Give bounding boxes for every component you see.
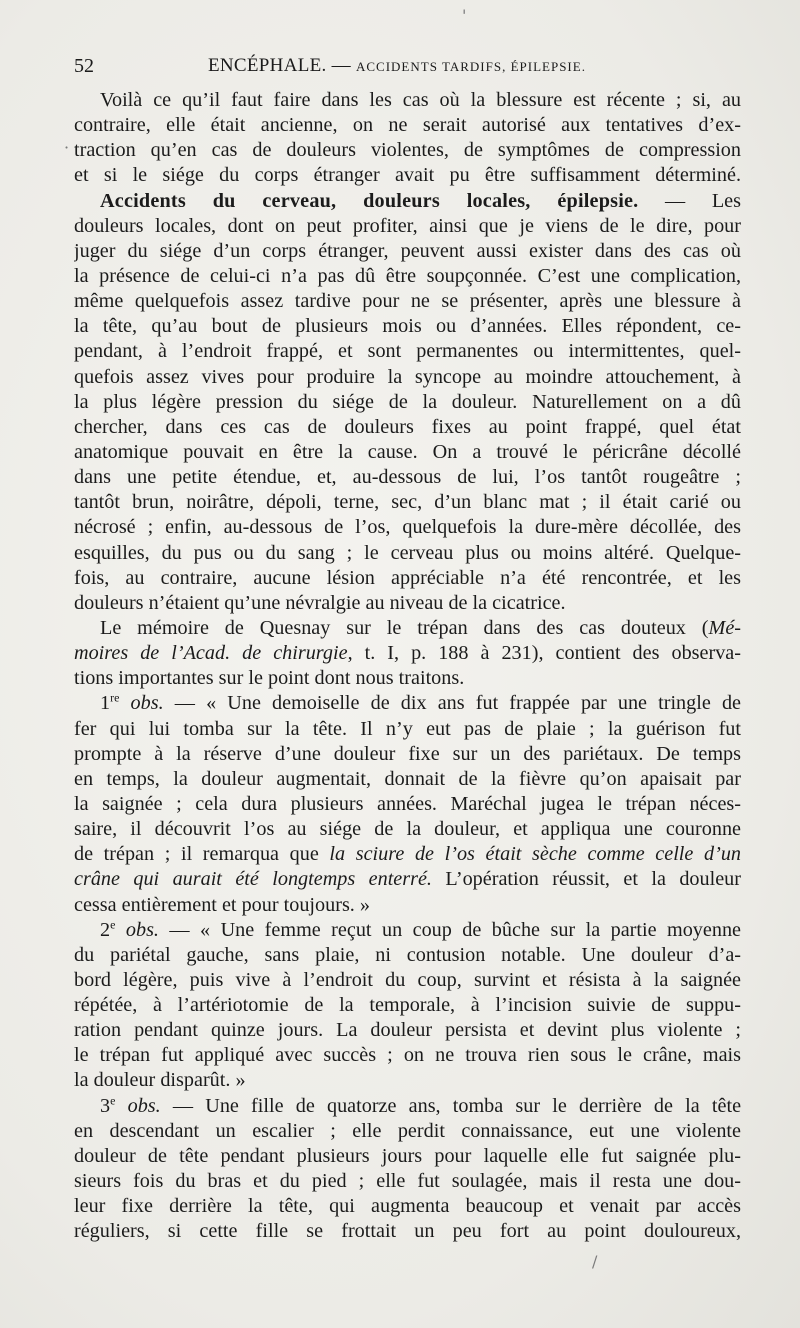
citation-title-end: moires de l’Acad. de chirurgie [74, 642, 348, 665]
text-line: en descendant un escalier ; elle perdit connaissance, eut une violente [74, 1119, 741, 1142]
text-line: la présence de celui-ci n’a pas dû être soupçonnée. C’est une complication, [74, 264, 741, 287]
text-fragment: — Les [665, 189, 741, 212]
obs-label: obs. [130, 692, 164, 715]
quote-line [74, 867, 741, 892]
italic-quote: crâne qui aurait été longtemps enterré. [74, 868, 432, 891]
text-line: tions importantes sur le point dont nous traitons. [74, 667, 465, 690]
text-fragment: — « Une demoiselle de dix ans fut frappée par une tringle de [174, 692, 741, 715]
text-line: esquilles, du pus ou du sang ; le cerveau plus ou moins altéré. Quelque- [74, 541, 741, 564]
text-line: leur fixe derrière la tête, qui augmenta beaucoup et venait par accès [74, 1195, 741, 1218]
text-line: ration pendant quinze jours. La douleur persista et devint plus violente ; [74, 1019, 741, 1042]
text-line: la plus légère pression du siége de la douleur. Naturellement on a dû [74, 390, 741, 413]
text-line: traction qu’en cas de douleurs violentes, de symptômes de compression [74, 139, 741, 162]
text-line: répétée, à l’artériotomie de la temporale, à l’incision suivie de suppu- [74, 994, 741, 1017]
text-fragment: — « Une femme reçut un coup de bûche sur la partie moyenne [169, 918, 741, 941]
running-title-main: ENCÉPHALE. — [208, 55, 356, 76]
running-header [74, 50, 734, 84]
text-line: cessa entièrement et pour toujours. » [74, 893, 370, 916]
text-line: contraire, elle était ancienne, on ne serait autorisé aux tentatives d’ex- [74, 114, 741, 137]
observation-line [74, 1094, 741, 1119]
text-line: la tête, qu’au bout de plusieurs mois ou d’années. Elles répondent, ce- [74, 315, 741, 338]
text-fragment: Le mémoire de Quesnay sur le trépan dans des cas douteux ( [100, 616, 709, 639]
text-line: saire, il découvrit l’os au siége de la douleur, et appliqua une couronne [74, 818, 741, 841]
text-line: la saignée ; cela dura plusieurs années. Maréchal jugea le trépan néces- [74, 792, 741, 815]
obs-ordinal: re [110, 691, 120, 705]
text-line: pendant, à l’endroit frappé, et sont permanentes ou intermittentes, quel- [74, 340, 741, 363]
section-heading-line [74, 189, 741, 214]
text-line: bord légère, puis vive à l’endroit du coup, survint et résista à la saignée [74, 968, 741, 991]
stray-mark: ' [462, 6, 467, 25]
text-line: la douleur disparût. » [74, 1069, 246, 1092]
text-fragment: de trépan ; il remarqua que [74, 843, 330, 866]
text-line: le trépan fut appliqué avec succès ; on ne trouva rien sous le crâne, mais [74, 1044, 741, 1067]
citation-pages: , t. I, p. 188 à 231 [347, 642, 532, 665]
citation-title-start: Mé- [708, 616, 741, 639]
text-line: chercher, dans ces cas de douleurs fixes au point frappé, quel état [74, 415, 741, 438]
body-text [74, 88, 741, 1244]
text-line: du pariétal gauche, sans plaie, ni contusion notable. Une douleur d’a- [74, 943, 741, 966]
text-line: en temps, la douleur augmentait, donnait de la fièvre qu’on apaisait par [74, 767, 741, 790]
obs-number: 3 [100, 1094, 111, 1117]
text-fragment: ), contient des observa- [531, 642, 741, 665]
text-line: réguliers, si cette fille se frottait un peu fort au point douloureux, [74, 1220, 741, 1243]
text-line: anatomique pouvait en être la cause. On a trouvé le péricrâne décollé [74, 440, 741, 463]
running-title-section: ACCIDENTS TARDIFS, ÉPILEPSIE. [355, 59, 586, 74]
text-line: Voilà ce qu’il faut faire dans les cas où la blessure est récente ; si, au [100, 89, 741, 111]
citation-line [74, 616, 741, 641]
italic-quote: la sciure de l’os était sèche comme celle d’un [329, 843, 741, 866]
text-line: quefois assez vives pour produire la syncope au moindre attouchement, à [74, 365, 741, 388]
text-line: fer qui lui tomba sur la tête. Il n’y eut pas de plaie ; la guérison fut [74, 717, 741, 740]
stray-mark: / [592, 1252, 598, 1271]
text-line: dans une petite étendue, et, au-dessous de lui, l’os tantôt rougeâtre ; [74, 466, 741, 489]
text-line: et si le siége du corps étranger avait pu être suffisamment déterminé. [74, 164, 741, 187]
stray-mark: · [64, 138, 70, 157]
text-line: sieurs fois du bras et du pied ; elle fut soulagée, mais il resta une dou- [74, 1170, 741, 1193]
obs-number: 2 [100, 918, 111, 941]
text-line: douleur de tête pendant plusieurs jours pour laquelle elle fut saignée plu- [74, 1144, 741, 1167]
obs-ordinal: e [110, 1093, 116, 1107]
text-line: fois, au contraire, aucune lésion appréciable n’a été rencontrée, et les [74, 566, 741, 589]
quote-line [74, 842, 741, 867]
text-line: nécrosé ; enfin, au-dessous de l’os, quelquefois la dure-mère décollée, des [74, 516, 741, 539]
page-number: 52 [74, 55, 94, 77]
obs-number: 1 [100, 692, 111, 715]
obs-label: obs. [125, 918, 159, 941]
text-line: douleurs n’étaient qu’une névralgie au niveau de la cicatrice. [74, 591, 566, 614]
observation-line [74, 918, 741, 943]
text-fragment: L’opération réussit, et la douleur [431, 868, 741, 891]
text-line: même quelquefois assez tardive pour ne se présenter, après une blessure à [74, 290, 741, 313]
text-line: tantôt brun, noirâtre, dépoli, terne, sec, d’un blanc mat ; il était carié ou [74, 491, 741, 514]
citation-line [74, 641, 741, 666]
text-line: prompte à la réserve d’une douleur fixe sur un des pariétaux. De temps [74, 742, 741, 765]
observation-line [74, 691, 741, 716]
text-line: juger du siége d’un corps étranger, peuvent aussi exister dans des cas où [74, 239, 741, 262]
running-title [208, 55, 586, 77]
text-line: douleurs locales, dont on peut profiter, ainsi que je viens de le dire, pour [74, 214, 741, 237]
text-fragment: — Une fille de quatorze ans, tomba sur le derrière de la tête [172, 1094, 741, 1117]
section-heading: Accidents du cerveau, douleurs locales, épilepsie. [100, 189, 639, 212]
obs-ordinal: e [110, 917, 116, 931]
obs-label: obs. [127, 1094, 161, 1117]
